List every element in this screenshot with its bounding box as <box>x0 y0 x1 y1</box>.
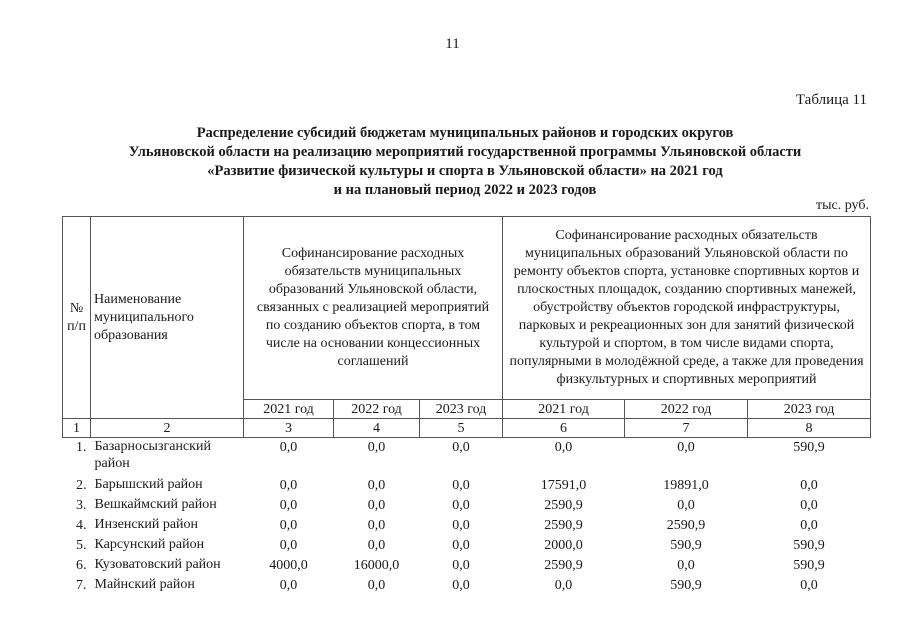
row-value: 0,0 <box>279 518 298 533</box>
row-value: 0,0 <box>367 478 386 493</box>
header-year: 2023 год <box>748 400 871 419</box>
row-value: 0,0 <box>554 440 573 455</box>
row-value: 0,0 <box>367 518 386 533</box>
header-num: № п/п <box>63 217 91 419</box>
row-value: 0,0 <box>279 498 298 513</box>
row-value: 0,0 <box>452 440 470 455</box>
row-value: 2000,0 <box>544 538 583 553</box>
row-value: 0,0 <box>279 478 298 493</box>
row-value: 0,0 <box>452 578 470 593</box>
row-municipality: Вешкаймский район <box>94 497 217 512</box>
row-value: 590,9 <box>670 578 702 593</box>
row-value: 2590,9 <box>666 518 706 533</box>
row-municipality: Кузоватовский район <box>94 557 221 572</box>
row-index: 4. <box>76 518 87 533</box>
column-number: 3 <box>244 419 334 438</box>
table-label: Таблица 11 <box>795 92 867 108</box>
row-value: 0,0 <box>452 478 470 493</box>
row-value: 0,0 <box>367 440 386 455</box>
page-number: 11 <box>445 36 460 52</box>
row-value: 17591,0 <box>540 478 587 493</box>
title-line-2: Ульяновской области на реализацию мероприятий государственной программы Ульяновской области <box>128 144 802 160</box>
column-number: 7 <box>625 419 748 438</box>
column-number: 8 <box>748 419 871 438</box>
row-value: 16000,0 <box>353 558 400 573</box>
header-year: 2022 год <box>625 400 748 419</box>
subsidy-table <box>62 216 871 596</box>
header-group-construction: Софинансирование расходных обязательств муниципальных образований Ульяновской области, связанных с реализацией мероприятий по созданию объектов спорта, в том числе на основании концессионных соглашений <box>244 217 503 400</box>
column-number: 4 <box>334 419 420 438</box>
units-label: тыс. руб. <box>816 198 869 213</box>
row-value: 4000,0 <box>269 558 308 573</box>
row-value: 0,0 <box>554 578 573 593</box>
table-row <box>63 516 871 536</box>
table-row <box>63 556 871 576</box>
header-year: 2021 год <box>503 400 625 419</box>
row-value: 0,0 <box>800 578 818 593</box>
row-value: 0,0 <box>367 538 386 553</box>
row-index: 2. <box>76 478 87 493</box>
table-row <box>63 496 871 516</box>
row-value: 0,0 <box>800 478 818 493</box>
row-value: 0,0 <box>367 578 386 593</box>
title-line-4: и на плановый период 2022 и 2023 годов <box>333 182 597 198</box>
row-value: 0,0 <box>279 538 298 553</box>
table-row <box>63 476 871 496</box>
row-value: 0,0 <box>452 558 470 573</box>
row-municipality: Карсунский район <box>94 537 205 552</box>
column-number: 1 <box>63 419 91 438</box>
row-value: 0,0 <box>677 558 695 573</box>
document-title <box>60 124 870 200</box>
row-index: 1. <box>76 440 87 455</box>
table-row <box>63 438 871 477</box>
header-year: 2021 год <box>244 400 334 419</box>
row-value: 0,0 <box>279 440 298 455</box>
table-row <box>63 576 871 596</box>
row-value: 590,9 <box>793 558 825 573</box>
row-value: 19891,0 <box>663 478 709 493</box>
row-value: 0,0 <box>452 538 470 553</box>
row-value: 590,9 <box>793 538 825 553</box>
table-row <box>63 536 871 556</box>
row-value: 0,0 <box>367 498 386 513</box>
row-value: 0,0 <box>452 518 470 533</box>
header-group-repair: Софинансирование расходных обязательств муниципальных образований Ульяновской области по ремонту объектов спорта, установке спортивных кортов и плоскостных площадок, созданию спортивных манежей, обустройству объектов городской инфраструктуры, парковых и рекреационных зон для занятий физической культурой и спортом, в том числе видами спорта, популярными в молодёжной среде, а также для проведения физкультурных и спортивных мероприятий <box>503 217 871 400</box>
row-value: 0,0 <box>800 498 818 513</box>
column-number: 2 <box>91 419 244 438</box>
row-value: 0,0 <box>677 498 695 513</box>
row-value: 0,0 <box>279 578 298 593</box>
title-line-3: «Развитие физической культуры и спорта в Ульяновской области» на 2021 год <box>207 163 723 179</box>
row-value: 0,0 <box>800 518 818 533</box>
row-value: 2590,9 <box>544 498 583 513</box>
row-index: 6. <box>76 558 87 573</box>
row-index: 3. <box>76 498 87 513</box>
row-municipality: Майнский район <box>94 577 195 592</box>
header-year: 2023 год <box>420 400 503 419</box>
row-index: 5. <box>76 538 87 553</box>
row-value: 590,9 <box>670 538 702 553</box>
column-number: 6 <box>503 419 625 438</box>
row-municipality: Базарносызганский район <box>94 439 211 471</box>
title-line-1: Распределение субсидий бюджетам муниципальных районов и городских округов <box>196 125 734 141</box>
header-name: Наименование муниципального образования <box>91 217 244 419</box>
row-value: 0,0 <box>677 440 695 455</box>
column-number: 5 <box>420 419 503 438</box>
row-value: 2590,9 <box>544 558 583 573</box>
row-municipality: Барышский район <box>94 477 203 492</box>
row-municipality: Инзенский район <box>94 517 199 532</box>
row-value: 0,0 <box>452 498 470 513</box>
row-value: 2590,9 <box>544 518 583 533</box>
header-year: 2022 год <box>334 400 420 419</box>
row-value: 590,9 <box>793 440 825 455</box>
row-index: 7. <box>76 578 87 593</box>
